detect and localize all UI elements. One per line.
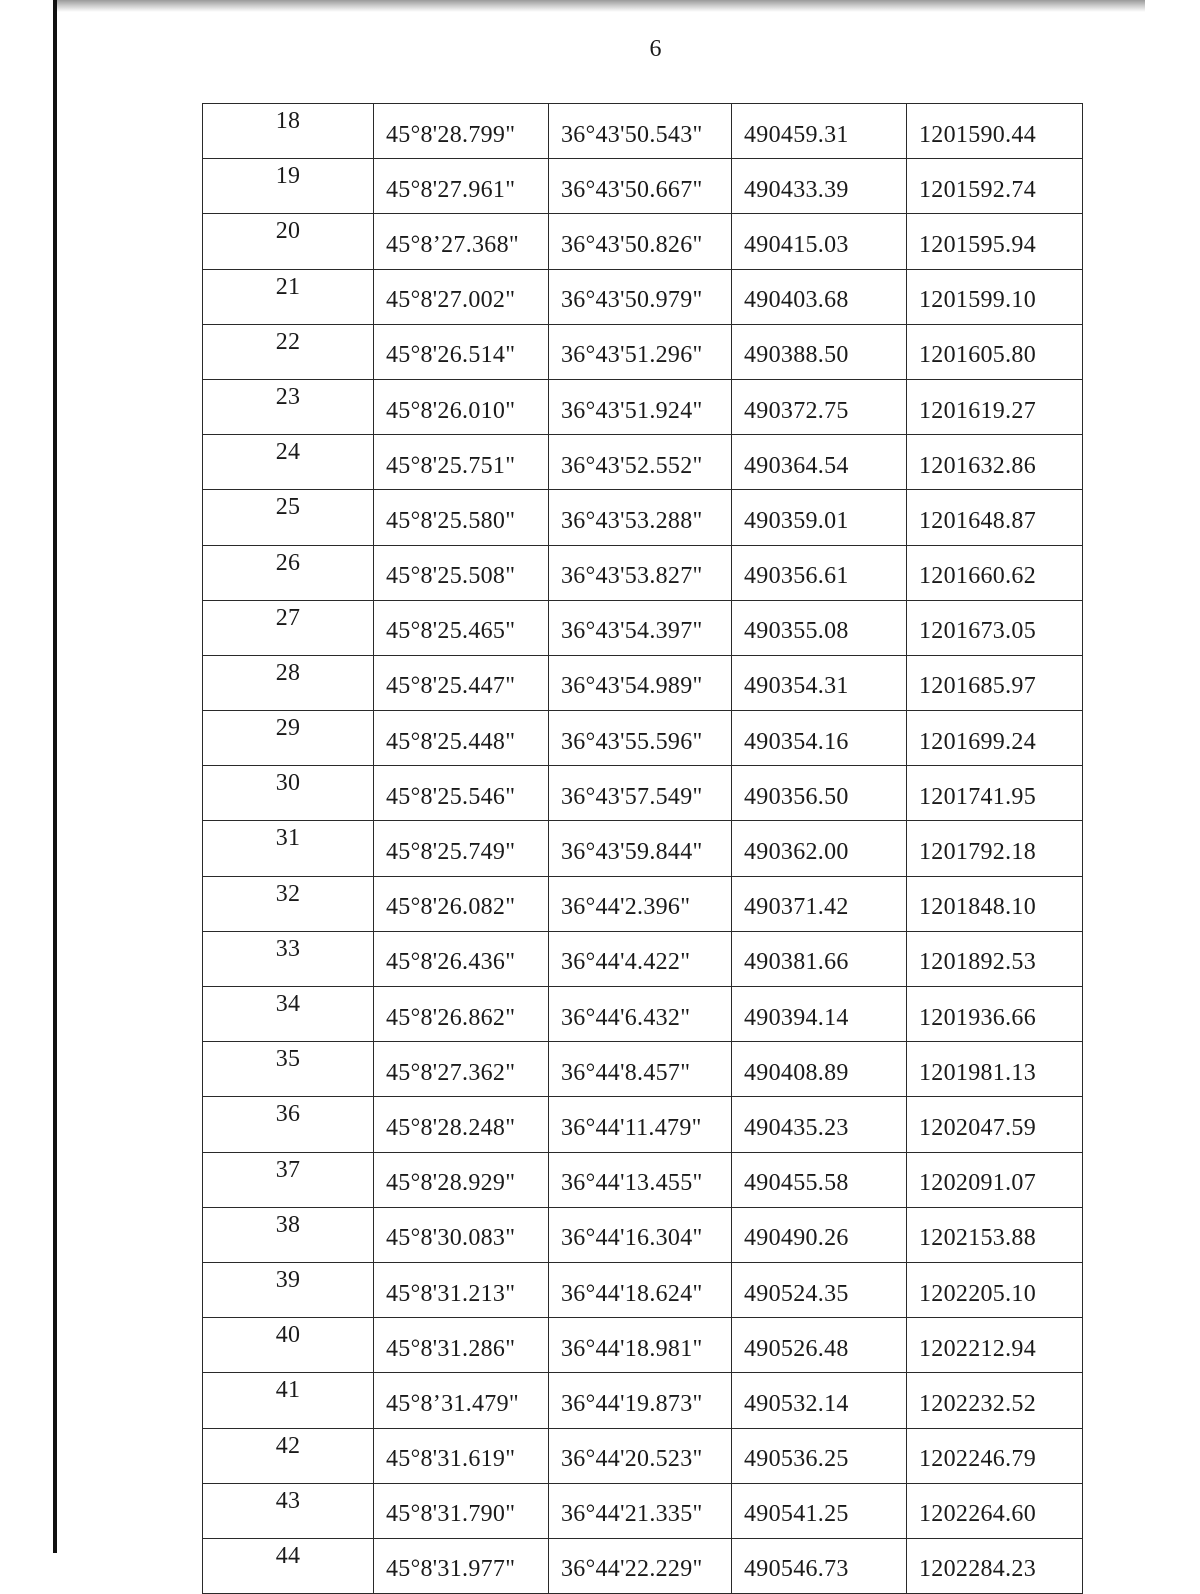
point-number-cell: 35 xyxy=(203,1042,374,1097)
y-coordinate-cell: 1201590.44 xyxy=(907,104,1083,159)
x-coordinate-cell: 490356.50 xyxy=(732,766,907,821)
y-coordinate-cell: 1201741.95 xyxy=(907,766,1083,821)
x-coordinate-cell: 490364.54 xyxy=(732,435,907,490)
latitude-cell: 45°8'27.362" xyxy=(374,1042,549,1097)
table-row xyxy=(203,600,1083,655)
table-row xyxy=(203,987,1083,1042)
y-coordinate-cell: 1201660.62 xyxy=(907,545,1083,600)
latitude-cell: 45°8'30.083" xyxy=(374,1207,549,1262)
latitude-cell: 45°8'26.436" xyxy=(374,931,549,986)
x-coordinate-cell: 490356.61 xyxy=(732,545,907,600)
table-row xyxy=(203,214,1083,269)
longitude-cell: 36°44'4.422" xyxy=(549,931,732,986)
point-number-cell: 34 xyxy=(203,987,374,1042)
x-coordinate-cell: 490541.25 xyxy=(732,1483,907,1538)
latitude-cell: 45°8'31.619" xyxy=(374,1428,549,1483)
x-coordinate-cell: 490524.35 xyxy=(732,1262,907,1317)
table-row xyxy=(203,876,1083,931)
longitude-cell: 36°44'19.873" xyxy=(549,1373,732,1428)
point-number-cell: 32 xyxy=(203,876,374,931)
point-number-cell: 36 xyxy=(203,1097,374,1152)
point-number-cell: 20 xyxy=(203,214,374,269)
y-coordinate-cell: 1202264.60 xyxy=(907,1483,1083,1538)
longitude-cell: 36°44'8.457" xyxy=(549,1042,732,1097)
y-coordinate-cell: 1201936.66 xyxy=(907,987,1083,1042)
point-number-cell: 21 xyxy=(203,269,374,324)
latitude-cell: 45°8'31.213" xyxy=(374,1262,549,1317)
point-number-cell: 37 xyxy=(203,1152,374,1207)
point-number-cell: 29 xyxy=(203,711,374,766)
table-row xyxy=(203,104,1083,159)
page-number: 6 xyxy=(649,36,662,62)
point-number-cell: 41 xyxy=(203,1373,374,1428)
x-coordinate-cell: 490408.89 xyxy=(732,1042,907,1097)
point-number-cell: 44 xyxy=(203,1538,374,1593)
point-number-cell: 42 xyxy=(203,1428,374,1483)
y-coordinate-cell: 1202284.23 xyxy=(907,1538,1083,1593)
y-coordinate-cell: 1201981.13 xyxy=(907,1042,1083,1097)
table-row xyxy=(203,1152,1083,1207)
x-coordinate-cell: 490372.75 xyxy=(732,379,907,434)
latitude-cell: 45°8'26.514" xyxy=(374,324,549,379)
longitude-cell: 36°44'21.335" xyxy=(549,1483,732,1538)
latitude-cell: 45°8'31.790" xyxy=(374,1483,549,1538)
latitude-cell: 45°8'25.465" xyxy=(374,600,549,655)
point-number-cell: 19 xyxy=(203,159,374,214)
y-coordinate-cell: 1201892.53 xyxy=(907,931,1083,986)
longitude-cell: 36°43'54.989" xyxy=(549,655,732,710)
x-coordinate-cell: 490362.00 xyxy=(732,821,907,876)
y-coordinate-cell: 1201699.24 xyxy=(907,711,1083,766)
y-coordinate-cell: 1201673.05 xyxy=(907,600,1083,655)
x-coordinate-cell: 490435.23 xyxy=(732,1097,907,1152)
table-row xyxy=(203,324,1083,379)
longitude-cell: 36°44'2.396" xyxy=(549,876,732,931)
point-number-cell: 18 xyxy=(203,104,374,159)
table-row xyxy=(203,379,1083,434)
y-coordinate-cell: 1201619.27 xyxy=(907,379,1083,434)
point-number-cell: 43 xyxy=(203,1483,374,1538)
longitude-cell: 36°43'50.979" xyxy=(549,269,732,324)
longitude-cell: 36°43'55.596" xyxy=(549,711,732,766)
longitude-cell: 36°44'11.479" xyxy=(549,1097,732,1152)
table-row xyxy=(203,931,1083,986)
latitude-cell: 45°8'27.961" xyxy=(374,159,549,214)
y-coordinate-cell: 1201848.10 xyxy=(907,876,1083,931)
longitude-cell: 36°43'53.827" xyxy=(549,545,732,600)
table-row xyxy=(203,1097,1083,1152)
x-coordinate-cell: 490526.48 xyxy=(732,1318,907,1373)
longitude-cell: 36°43'50.543" xyxy=(549,104,732,159)
latitude-cell: 45°8'25.447" xyxy=(374,655,549,710)
table-row xyxy=(203,1262,1083,1317)
longitude-cell: 36°43'54.397" xyxy=(549,600,732,655)
table-row xyxy=(203,545,1083,600)
point-number-cell: 23 xyxy=(203,379,374,434)
table-row xyxy=(203,159,1083,214)
table-row xyxy=(203,711,1083,766)
latitude-cell: 45°8'28.248" xyxy=(374,1097,549,1152)
table-row xyxy=(203,1373,1083,1428)
coordinates-table-body xyxy=(203,104,1083,1594)
x-coordinate-cell: 490354.31 xyxy=(732,655,907,710)
x-coordinate-cell: 490536.25 xyxy=(732,1428,907,1483)
longitude-cell: 36°44'22.229" xyxy=(549,1538,732,1593)
point-number-cell: 30 xyxy=(203,766,374,821)
x-coordinate-cell: 490355.08 xyxy=(732,600,907,655)
x-coordinate-cell: 490433.39 xyxy=(732,159,907,214)
y-coordinate-cell: 1202091.07 xyxy=(907,1152,1083,1207)
latitude-cell: 45°8’27.368" xyxy=(374,214,549,269)
x-coordinate-cell: 490532.14 xyxy=(732,1373,907,1428)
x-coordinate-cell: 490359.01 xyxy=(732,490,907,545)
x-coordinate-cell: 490381.66 xyxy=(732,931,907,986)
y-coordinate-cell: 1202232.52 xyxy=(907,1373,1083,1428)
table-row xyxy=(203,269,1083,324)
table-row xyxy=(203,435,1083,490)
point-number-cell: 39 xyxy=(203,1262,374,1317)
longitude-cell: 36°43'50.667" xyxy=(549,159,732,214)
y-coordinate-cell: 1201685.97 xyxy=(907,655,1083,710)
latitude-cell: 45°8'26.082" xyxy=(374,876,549,931)
x-coordinate-cell: 490415.03 xyxy=(732,214,907,269)
longitude-cell: 36°43'51.296" xyxy=(549,324,732,379)
latitude-cell: 45°8'28.799" xyxy=(374,104,549,159)
x-coordinate-cell: 490459.31 xyxy=(732,104,907,159)
point-number-cell: 25 xyxy=(203,490,374,545)
longitude-cell: 36°44'13.455" xyxy=(549,1152,732,1207)
latitude-cell: 45°8’31.479" xyxy=(374,1373,549,1428)
longitude-cell: 36°44'20.523" xyxy=(549,1428,732,1483)
longitude-cell: 36°44'18.981" xyxy=(549,1318,732,1373)
longitude-cell: 36°44'16.304" xyxy=(549,1207,732,1262)
y-coordinate-cell: 1201632.86 xyxy=(907,435,1083,490)
point-number-cell: 33 xyxy=(203,931,374,986)
coordinates-table xyxy=(202,103,1083,1594)
table-row xyxy=(203,1538,1083,1593)
point-number-cell: 22 xyxy=(203,324,374,379)
y-coordinate-cell: 1201648.87 xyxy=(907,490,1083,545)
table-row xyxy=(203,766,1083,821)
longitude-cell: 36°43'52.552" xyxy=(549,435,732,490)
longitude-cell: 36°44'18.624" xyxy=(549,1262,732,1317)
latitude-cell: 45°8'26.862" xyxy=(374,987,549,1042)
point-number-cell: 24 xyxy=(203,435,374,490)
latitude-cell: 45°8'25.546" xyxy=(374,766,549,821)
latitude-cell: 45°8'27.002" xyxy=(374,269,549,324)
y-coordinate-cell: 1202246.79 xyxy=(907,1428,1083,1483)
longitude-cell: 36°43'51.924" xyxy=(549,379,732,434)
x-coordinate-cell: 490546.73 xyxy=(732,1538,907,1593)
y-coordinate-cell: 1201592.74 xyxy=(907,159,1083,214)
point-number-cell: 40 xyxy=(203,1318,374,1373)
x-coordinate-cell: 490455.58 xyxy=(732,1152,907,1207)
latitude-cell: 45°8'26.010" xyxy=(374,379,549,434)
latitude-cell: 45°8'31.977" xyxy=(374,1538,549,1593)
table-row xyxy=(203,1428,1083,1483)
x-coordinate-cell: 490394.14 xyxy=(732,987,907,1042)
y-coordinate-cell: 1202153.88 xyxy=(907,1207,1083,1262)
longitude-cell: 36°43'59.844" xyxy=(549,821,732,876)
y-coordinate-cell: 1201599.10 xyxy=(907,269,1083,324)
table-row xyxy=(203,655,1083,710)
point-number-cell: 38 xyxy=(203,1207,374,1262)
point-number-cell: 31 xyxy=(203,821,374,876)
x-coordinate-cell: 490354.16 xyxy=(732,711,907,766)
latitude-cell: 45°8'25.749" xyxy=(374,821,549,876)
latitude-cell: 45°8'25.448" xyxy=(374,711,549,766)
point-number-cell: 27 xyxy=(203,600,374,655)
y-coordinate-cell: 1202205.10 xyxy=(907,1262,1083,1317)
latitude-cell: 45°8'25.580" xyxy=(374,490,549,545)
scan-top-edge xyxy=(55,0,1145,12)
latitude-cell: 45°8'28.929" xyxy=(374,1152,549,1207)
longitude-cell: 36°43'50.826" xyxy=(549,214,732,269)
point-number-cell: 28 xyxy=(203,655,374,710)
latitude-cell: 45°8'25.751" xyxy=(374,435,549,490)
table-row xyxy=(203,1318,1083,1373)
y-coordinate-cell: 1201605.80 xyxy=(907,324,1083,379)
table-row xyxy=(203,1042,1083,1097)
table-row xyxy=(203,490,1083,545)
x-coordinate-cell: 490490.26 xyxy=(732,1207,907,1262)
longitude-cell: 36°43'57.549" xyxy=(549,766,732,821)
latitude-cell: 45°8'25.508" xyxy=(374,545,549,600)
longitude-cell: 36°44'6.432" xyxy=(549,987,732,1042)
table-row xyxy=(203,1483,1083,1538)
scan-left-border xyxy=(53,0,57,1553)
x-coordinate-cell: 490371.42 xyxy=(732,876,907,931)
point-number-cell: 26 xyxy=(203,545,374,600)
x-coordinate-cell: 490403.68 xyxy=(732,269,907,324)
y-coordinate-cell: 1201595.94 xyxy=(907,214,1083,269)
longitude-cell: 36°43'53.288" xyxy=(549,490,732,545)
y-coordinate-cell: 1202047.59 xyxy=(907,1097,1083,1152)
y-coordinate-cell: 1201792.18 xyxy=(907,821,1083,876)
x-coordinate-cell: 490388.50 xyxy=(732,324,907,379)
table-row xyxy=(203,821,1083,876)
y-coordinate-cell: 1202212.94 xyxy=(907,1318,1083,1373)
table-row xyxy=(203,1207,1083,1262)
latitude-cell: 45°8'31.286" xyxy=(374,1318,549,1373)
